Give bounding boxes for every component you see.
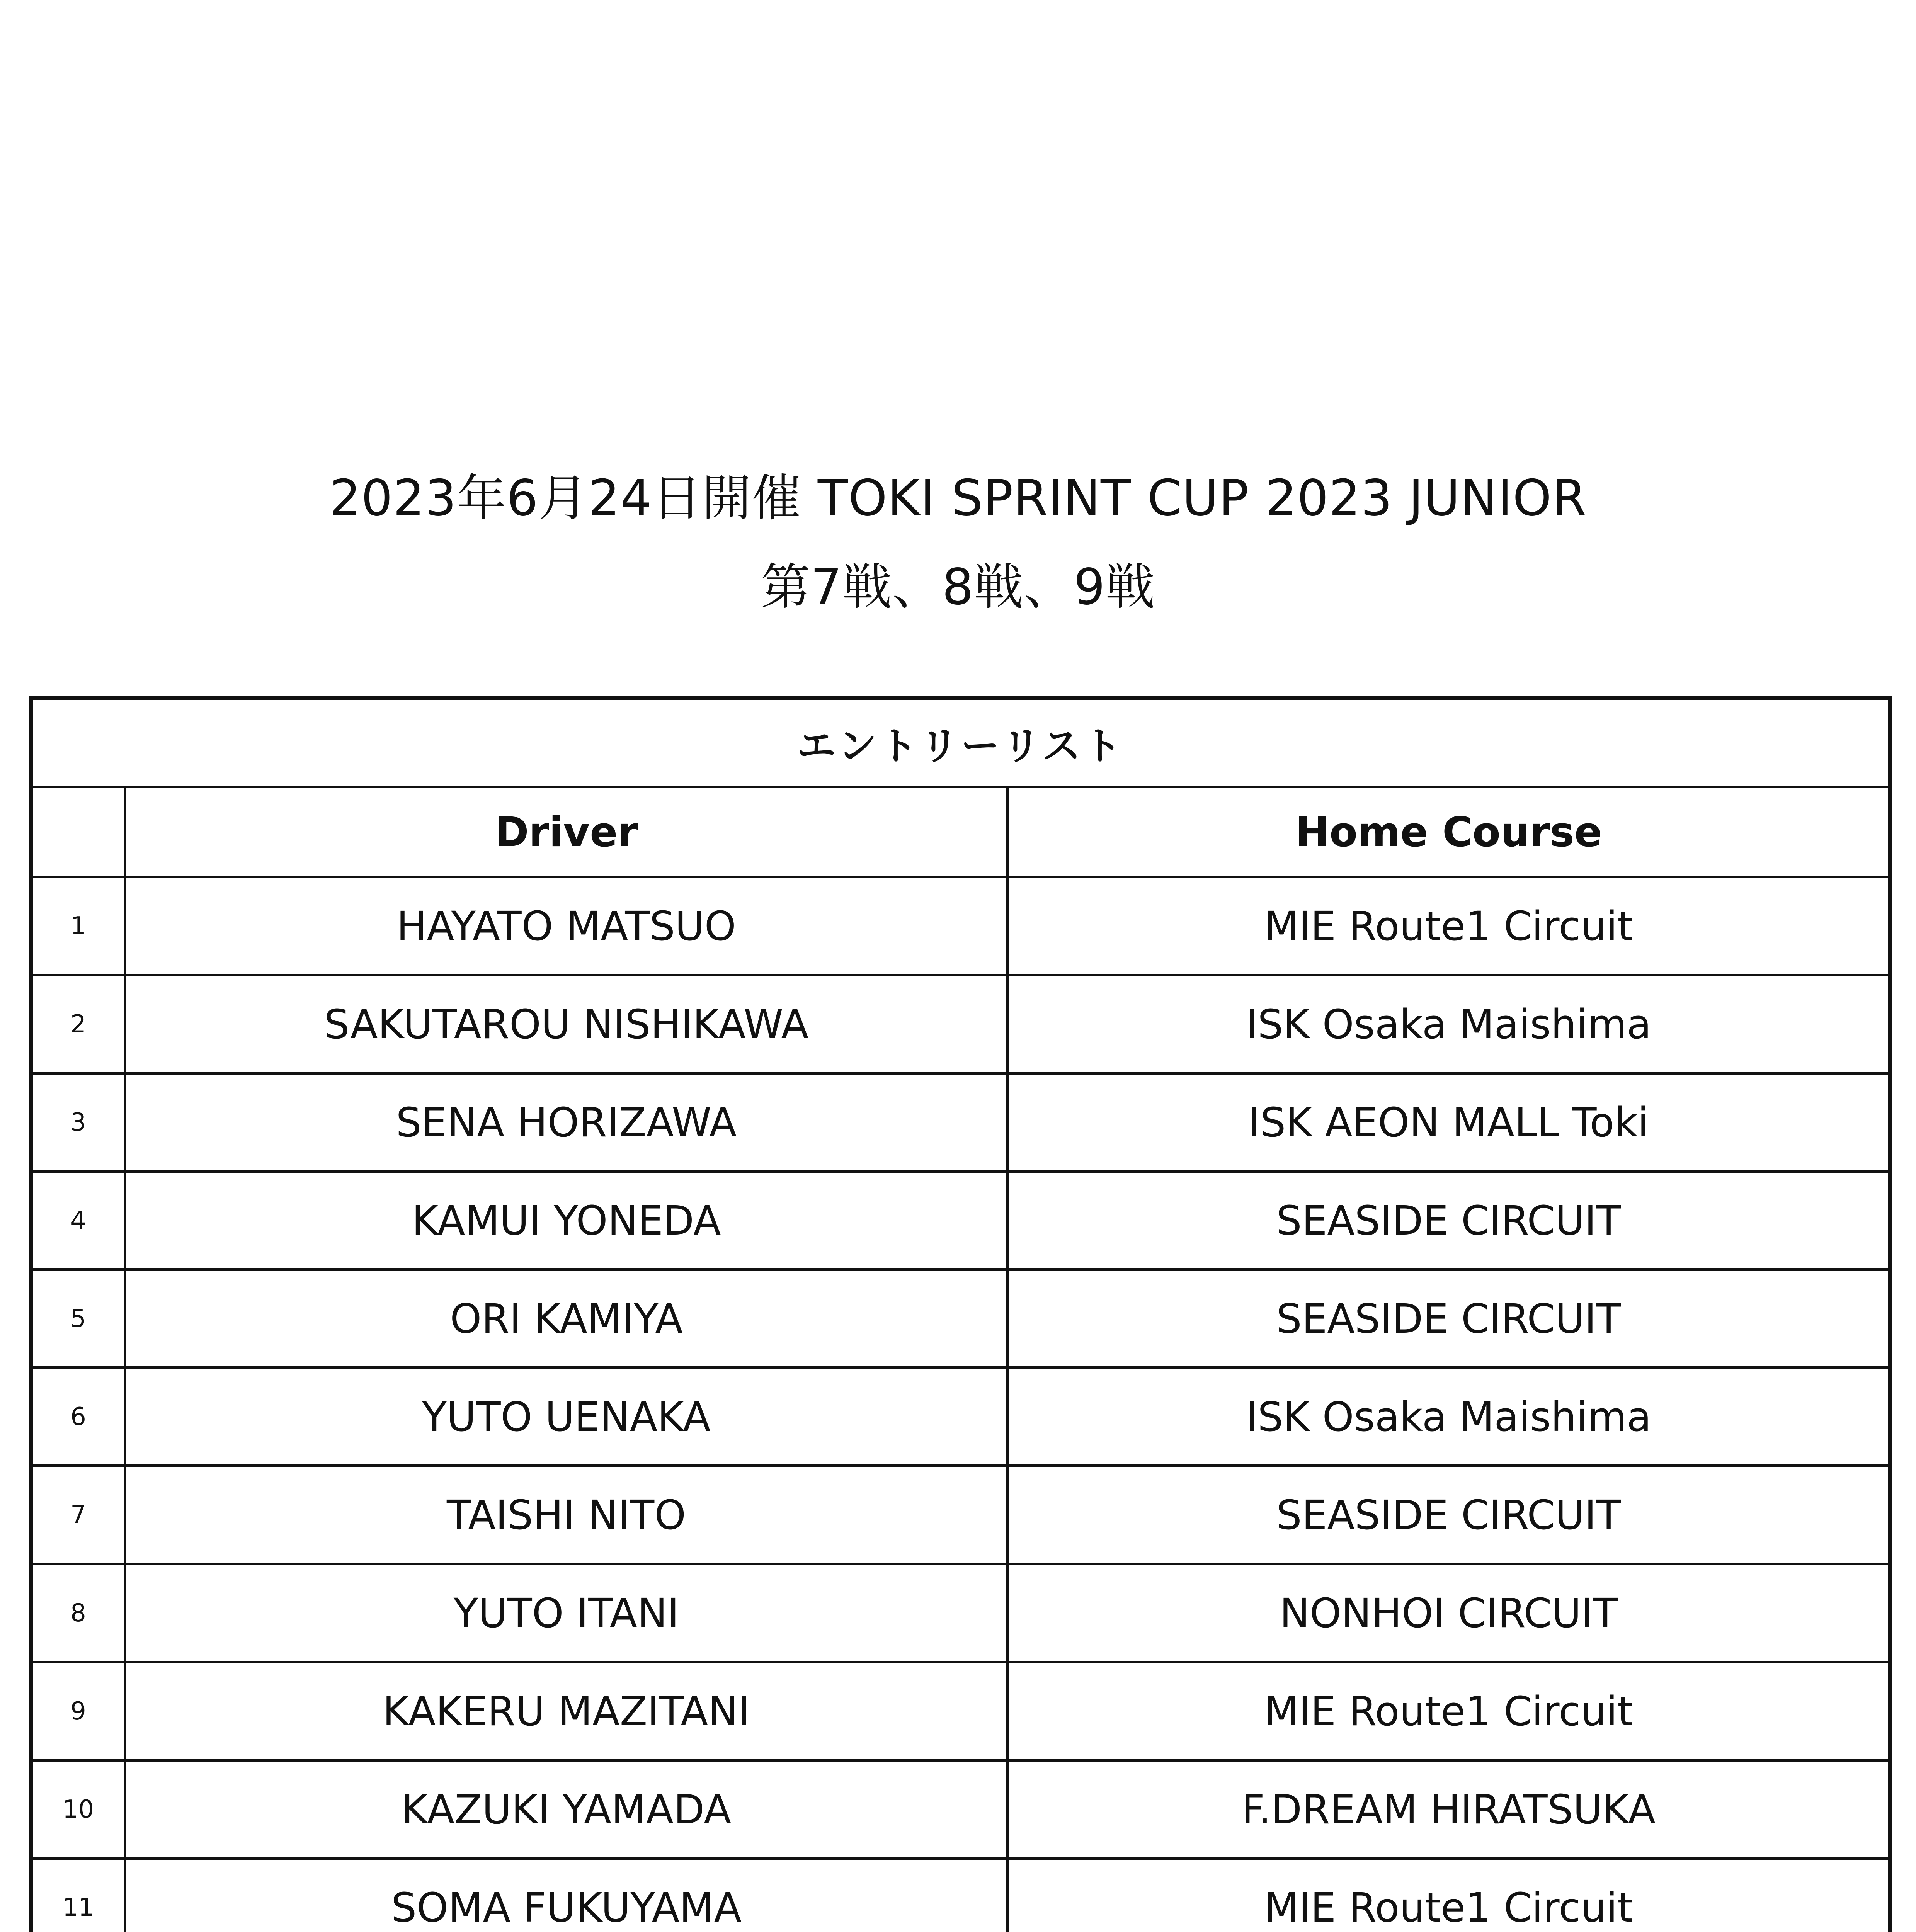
table-caption: エントリーリスト [31,698,1890,787]
driver-name-cell: YUTO UENAKA [125,1368,1008,1466]
driver-name-cell: SENA HORIZAWA [125,1073,1008,1172]
row-number-cell: 9 [31,1662,125,1760]
number-column-header [31,787,125,877]
entry-list-table [29,696,1892,1932]
driver-name-cell: KAZUKI YAMADA [125,1760,1008,1859]
driver-name-cell: SOMA FUKUYAMA [125,1859,1008,1932]
home-course-cell: SEASIDE CIRCUIT [1008,1270,1890,1368]
table-header-row [31,787,1890,877]
row-number-cell: 8 [31,1564,125,1662]
driver-name-cell: TAISHI NITO [125,1466,1008,1564]
driver-name-cell: KAKERU MAZITANI [125,1662,1008,1760]
row-number-cell: 1 [31,877,125,975]
row-number-cell: 5 [31,1270,125,1368]
table-row [31,1662,1890,1760]
table-row [31,1466,1890,1564]
row-number-cell: 2 [31,975,125,1073]
home-course-cell: MIE Route1 Circuit [1008,1859,1890,1932]
document-subtitle: 第7戦、8戦、9戦 [761,558,1155,616]
home-course-cell: ISK Osaka Maishima [1008,1368,1890,1466]
home-course-cell: ISK Osaka Maishima [1008,975,1890,1073]
table-row [31,1270,1890,1368]
home-course-cell: MIE Route1 Circuit [1008,877,1890,975]
driver-column-header: Driver [125,787,1008,877]
driver-name-cell: ORI KAMIYA [125,1270,1008,1368]
driver-name-cell: KAMUI YONEDA [125,1172,1008,1270]
table-row [31,1073,1890,1172]
table-row [31,1172,1890,1270]
row-number-cell: 10 [31,1760,125,1859]
row-number-cell: 7 [31,1466,125,1564]
row-number-cell: 11 [31,1859,125,1932]
driver-name-cell: YUTO ITANI [125,1564,1008,1662]
driver-name-cell: HAYATO MATSUO [125,877,1008,975]
home-course-cell: NONHOI CIRCUIT [1008,1564,1890,1662]
home-course-cell: MIE Route1 Circuit [1008,1662,1890,1760]
table-row [31,1368,1890,1466]
table-body [31,877,1890,1932]
row-number-cell: 3 [31,1073,125,1172]
home-course-column-header: Home Course [1008,787,1890,877]
home-course-cell: ISK AEON MALL Toki [1008,1073,1890,1172]
row-number-cell: 6 [31,1368,125,1466]
home-course-cell: SEASIDE CIRCUIT [1008,1466,1890,1564]
row-number-cell: 4 [31,1172,125,1270]
table-row [31,975,1890,1073]
home-course-cell: F.DREAM HIRATSUKA [1008,1760,1890,1859]
document-title: 2023年6月24日開催 TOKI SPRINT CUP 2023 JUNIOR [329,469,1587,527]
table-row [31,1760,1890,1859]
table-caption-row [31,698,1890,787]
table-row [31,1859,1890,1932]
home-course-cell: SEASIDE CIRCUIT [1008,1172,1890,1270]
driver-name-cell: SAKUTAROU NISHIKAWA [125,975,1008,1073]
table-row [31,877,1890,975]
table-row [31,1564,1890,1662]
